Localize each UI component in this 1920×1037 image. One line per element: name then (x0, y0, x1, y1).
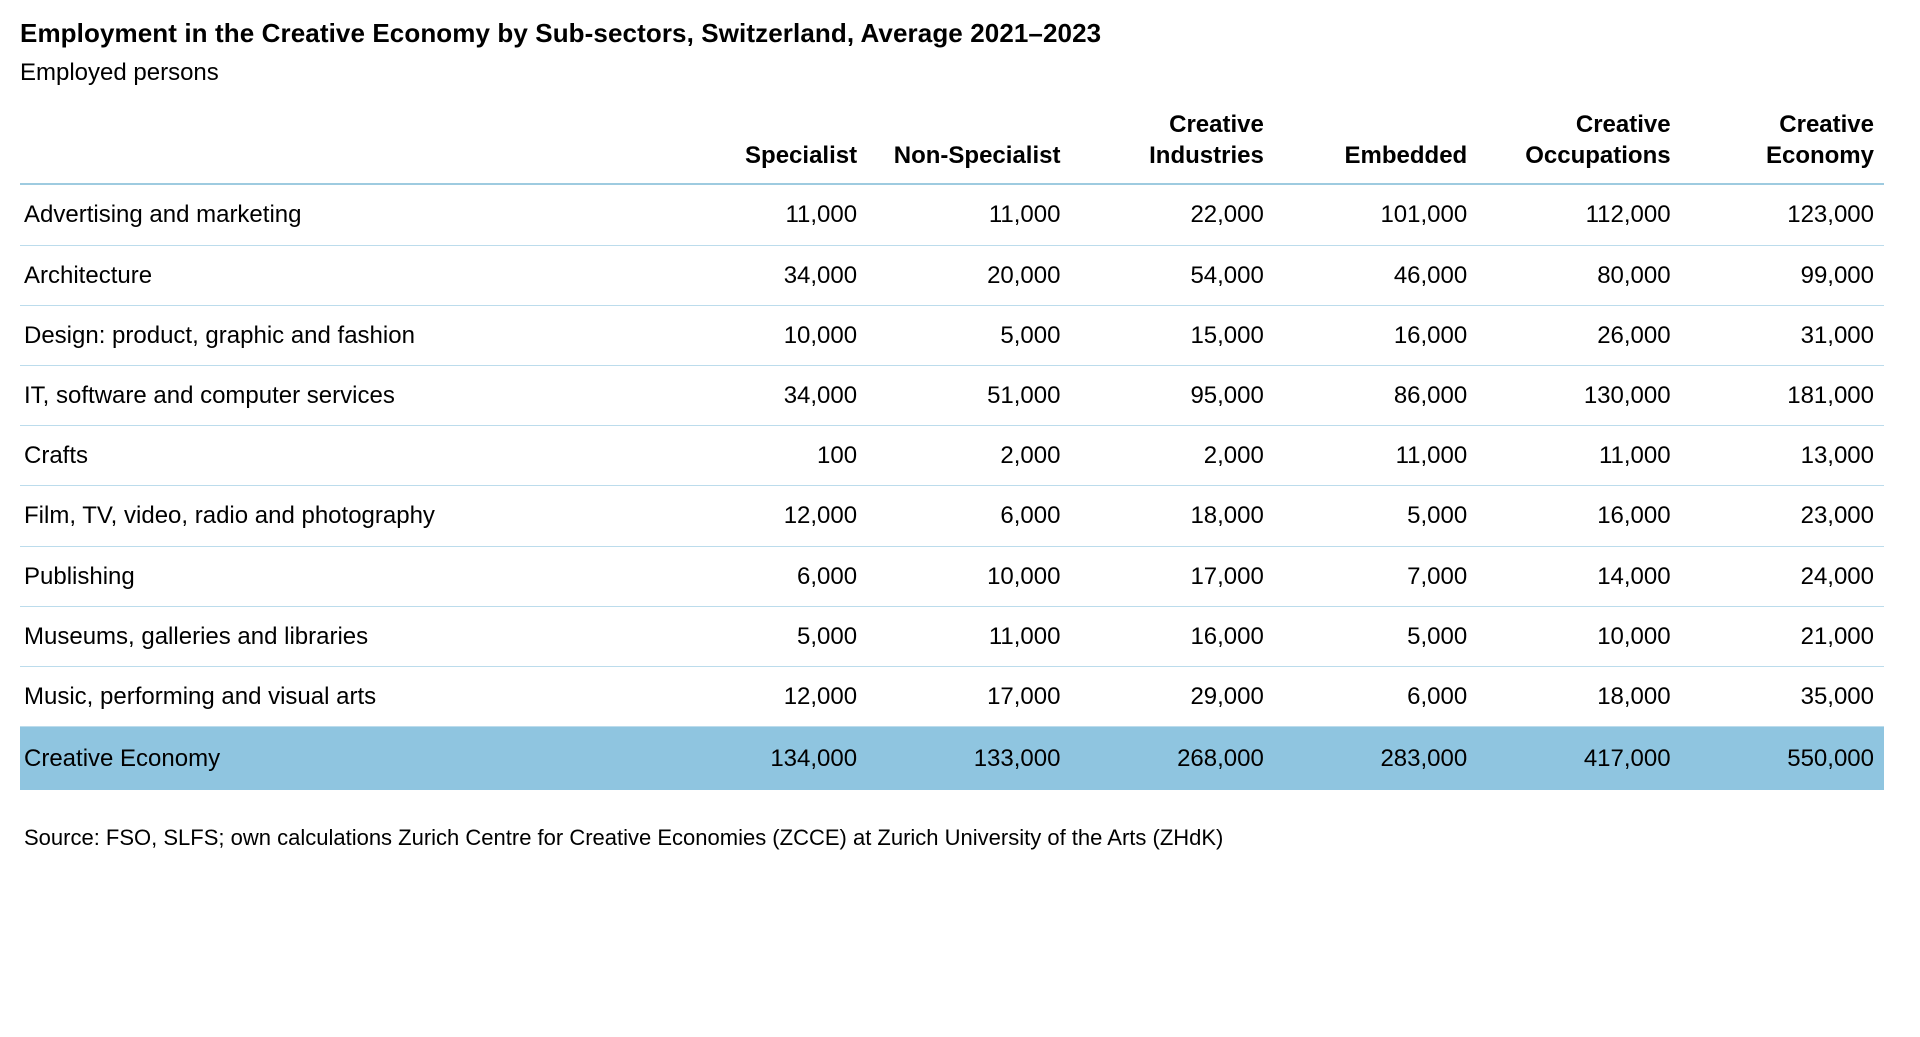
cell-creative-economy: 23,000 (1681, 486, 1884, 546)
cell-creative-industries: 95,000 (1070, 365, 1273, 425)
header-row (20, 110, 1884, 184)
header-line-2: Economy (1765, 141, 1874, 169)
cell-non-specialist: 2,000 (867, 426, 1070, 486)
header-line-2: Industries (1149, 141, 1264, 169)
cell-specialist: 100 (664, 426, 867, 486)
cell-creative-economy: 181,000 (1681, 365, 1884, 425)
cell-creative-occupations: 14,000 (1477, 546, 1680, 606)
header-line-2: Occupations (1525, 141, 1671, 169)
header-line-1: Creative (1575, 110, 1671, 138)
cell-creative-occupations: 11,000 (1477, 426, 1680, 486)
cell-embedded: 5,000 (1274, 486, 1477, 546)
cell-creative-economy: 550,000 (1681, 727, 1884, 791)
cell-non-specialist: 10,000 (867, 546, 1070, 606)
cell-creative-occupations: 16,000 (1477, 486, 1680, 546)
cell-embedded: 6,000 (1274, 666, 1477, 726)
row-label: Crafts (20, 426, 664, 486)
table-body (20, 184, 1884, 790)
cell-creative-occupations: 80,000 (1477, 245, 1680, 305)
cell-non-specialist: 6,000 (867, 486, 1070, 546)
row-label: Film, TV, video, radio and photography (20, 486, 664, 546)
column-header-subsector (20, 110, 664, 184)
cell-non-specialist: 20,000 (867, 245, 1070, 305)
row-label: Music, performing and visual arts (20, 666, 664, 726)
cell-creative-occupations: 26,000 (1477, 305, 1680, 365)
cell-specialist: 134,000 (664, 727, 867, 791)
column-header-creative-industries (1070, 110, 1273, 184)
cell-non-specialist: 133,000 (867, 727, 1070, 791)
cell-creative-industries: 18,000 (1070, 486, 1273, 546)
cell-embedded: 101,000 (1274, 184, 1477, 245)
row-label: Design: product, graphic and fashion (20, 305, 664, 365)
row-label: Museums, galleries and libraries (20, 606, 664, 666)
cell-non-specialist: 11,000 (867, 184, 1070, 245)
cell-embedded: 283,000 (1274, 727, 1477, 791)
cell-creative-economy: 35,000 (1681, 666, 1884, 726)
cell-creative-industries: 22,000 (1070, 184, 1273, 245)
cell-specialist: 10,000 (664, 305, 867, 365)
cell-creative-economy: 123,000 (1681, 184, 1884, 245)
cell-creative-industries: 15,000 (1070, 305, 1273, 365)
cell-creative-industries: 17,000 (1070, 546, 1273, 606)
row-label: Advertising and marketing (20, 184, 664, 245)
row-label: Creative Economy (20, 727, 664, 791)
table-row (20, 426, 1884, 486)
cell-specialist: 5,000 (664, 606, 867, 666)
cell-creative-economy: 13,000 (1681, 426, 1884, 486)
cell-creative-economy: 21,000 (1681, 606, 1884, 666)
cell-creative-occupations: 112,000 (1477, 184, 1680, 245)
cell-non-specialist: 51,000 (867, 365, 1070, 425)
cell-specialist: 34,000 (664, 365, 867, 425)
cell-creative-industries: 16,000 (1070, 606, 1273, 666)
row-label: Architecture (20, 245, 664, 305)
cell-non-specialist: 17,000 (867, 666, 1070, 726)
row-label: IT, software and computer services (20, 365, 664, 425)
column-header-creative-occupations (1477, 110, 1680, 184)
source-note: Source: FSO, SLFS; own calculations Zurich Centre for Creative Economies (ZCCE) at Zurich University of the Arts (ZHdK) (24, 825, 1224, 851)
cell-specialist: 11,000 (664, 184, 867, 245)
cell-creative-economy: 99,000 (1681, 245, 1884, 305)
cell-creative-industries: 268,000 (1070, 727, 1273, 791)
column-header-non-specialist: Non-Specialist (893, 141, 1061, 169)
table-row (20, 365, 1884, 425)
cell-embedded: 11,000 (1274, 426, 1477, 486)
cell-creative-industries: 54,000 (1070, 245, 1273, 305)
page-title: Employment in the Creative Economy by Sub-sectors, Switzerland, Average 2021–2023 (20, 18, 1102, 48)
cell-embedded: 7,000 (1274, 546, 1477, 606)
table-row (20, 666, 1884, 726)
column-header-embedded: Embedded (1344, 141, 1468, 169)
header-line-1: Creative (1169, 110, 1264, 138)
page-subtitle: Employed persons (20, 59, 219, 87)
column-header-creative-economy (1681, 110, 1884, 184)
table-header (20, 110, 1884, 184)
cell-creative-occupations: 18,000 (1477, 666, 1680, 726)
cell-non-specialist: 11,000 (867, 606, 1070, 666)
employment-table (20, 110, 1884, 790)
cell-specialist: 34,000 (664, 245, 867, 305)
cell-creative-occupations: 10,000 (1477, 606, 1680, 666)
cell-creative-industries: 2,000 (1070, 426, 1273, 486)
cell-embedded: 86,000 (1274, 365, 1477, 425)
table-row (20, 606, 1884, 666)
row-label: Publishing (20, 546, 664, 606)
cell-embedded: 16,000 (1274, 305, 1477, 365)
cell-non-specialist: 5,000 (867, 305, 1070, 365)
table-row (20, 184, 1884, 245)
cell-embedded: 5,000 (1274, 606, 1477, 666)
cell-creative-economy: 31,000 (1681, 305, 1884, 365)
cell-creative-industries: 29,000 (1070, 666, 1273, 726)
table-row (20, 546, 1884, 606)
column-header-specialist: Specialist (745, 141, 858, 169)
cell-embedded: 46,000 (1274, 245, 1477, 305)
cell-creative-occupations: 417,000 (1477, 727, 1680, 791)
cell-creative-economy: 24,000 (1681, 546, 1884, 606)
table-row (20, 486, 1884, 546)
table-row (20, 245, 1884, 305)
table-row (20, 305, 1884, 365)
header-line-1: Creative (1779, 110, 1874, 138)
cell-specialist: 6,000 (664, 546, 867, 606)
table-row-total (20, 727, 1884, 791)
cell-specialist: 12,000 (664, 486, 867, 546)
cell-creative-occupations: 130,000 (1477, 365, 1680, 425)
cell-specialist: 12,000 (664, 666, 867, 726)
